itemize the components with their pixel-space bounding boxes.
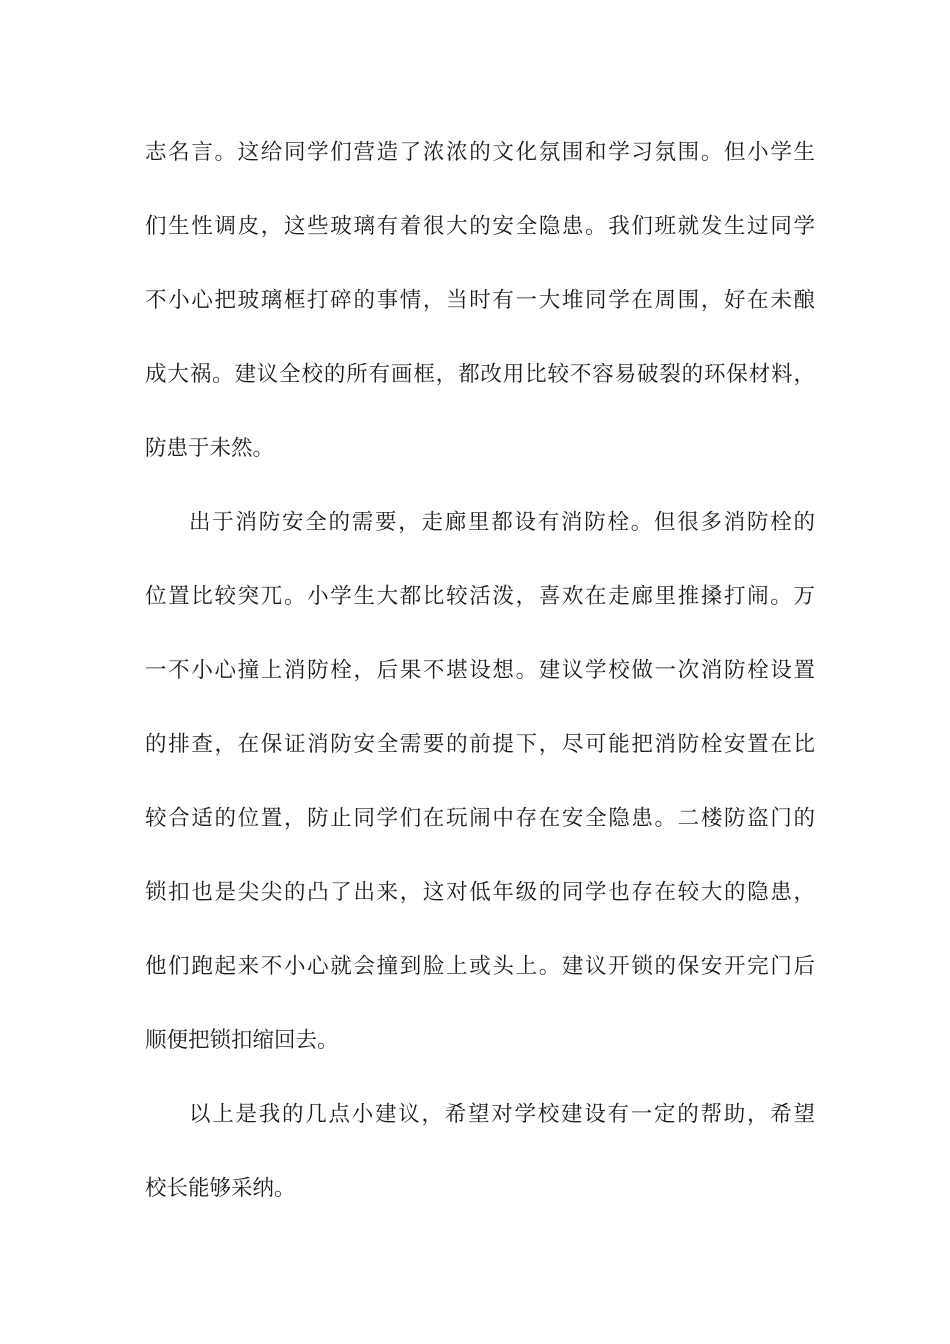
text-line: 出于消防安全的需要，走廊里都设有消防栓。但很多消防栓的 [189, 510, 815, 535]
text-line: 位置比较突兀。小学生大都比较活泼，喜欢在走廊里推搡打闹。万 [145, 584, 815, 609]
text-line: 校长能够采纳。 [145, 1176, 296, 1201]
text-line: 成大祸。建议全校的所有画框，都改用比较不容易破裂的环保材料， [145, 362, 815, 387]
text-line: 一不小心撞上消防栓，后果不堪设想。建议学校做一次消防栓设置 [145, 658, 815, 683]
text-line: 的排查，在保证消防安全需要的前提下，尽可能把消防栓安置在比 [145, 732, 815, 757]
text-line: 他们跑起来不小心就会撞到脸上或头上。建议开锁的保安开完门后 [145, 954, 815, 979]
paragraph-closing [145, 1086, 815, 1234]
text-line: 防患于未然。 [145, 436, 275, 461]
paragraph-fire-hydrants [145, 494, 815, 1086]
text-line: 较合适的位置，防止同学们在玩闹中存在安全隐患。二楼防盗门的 [145, 806, 815, 831]
text-line: 志名言。这给同学们营造了浓浓的文化氛围和学习氛围。但小学生 [145, 140, 815, 165]
text-line: 以上是我的几点小建议，希望对学校建设有一定的帮助，希望 [189, 1102, 815, 1127]
document-body [145, 124, 815, 1234]
text-line: 顺便把锁扣缩回去。 [145, 1028, 339, 1053]
text-line: 不小心把玻璃框打碎的事情，当时有一大堆同学在周围，好在未酿 [145, 288, 815, 313]
text-line: 锁扣也是尖尖的凸了出来，这对低年级的同学也存在较大的隐患， [145, 880, 815, 905]
text-line: 们生性调皮，这些玻璃有着很大的安全隐患。我们班就发生过同学 [145, 214, 815, 239]
paragraph-fragile-frames [145, 124, 815, 494]
